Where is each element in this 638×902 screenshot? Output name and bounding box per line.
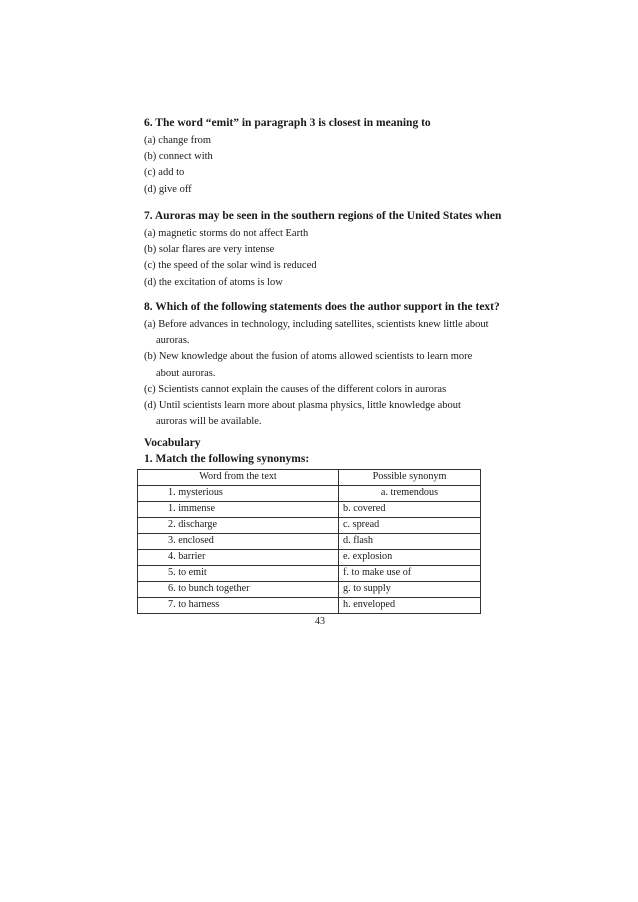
question-6-option-d: (d) give off (144, 183, 192, 195)
synonym-cell: f. to make use of (339, 566, 481, 582)
question-8-option-b (144, 349, 524, 381)
table-row (138, 502, 481, 518)
question-6-title: 6. The word “emit” in paragraph 3 is closest in meaning to (144, 117, 431, 129)
table-row (138, 566, 481, 582)
question-8-option-a-line1: (a) Before advances in technology, including satellites, scientists knew little about (144, 319, 489, 330)
word-cell: 6. to bunch together (138, 582, 339, 598)
word-cell: 1. immense (138, 502, 339, 518)
table-row (138, 518, 481, 534)
question-6-option-b: (b) connect with (144, 151, 213, 163)
question-8-title: 8. Which of the following statements does the author support in the text? (144, 301, 500, 313)
table-row (138, 582, 481, 598)
word-cell: 4. barrier (138, 550, 339, 566)
question-6-option-a: (a) change from (144, 135, 212, 146)
question-6 (144, 116, 524, 198)
synonym-cell: a. tremendous (339, 486, 481, 502)
synonym-cell: b. covered (339, 502, 481, 518)
question-7 (144, 209, 524, 291)
question-7-option-a: (a) magnetic storms do not affect Earth (144, 228, 309, 239)
question-8-option-a (144, 317, 524, 349)
question-8-option-c-line1: (c) Scientists cannot explain the causes of the different colors in auroras (144, 383, 447, 395)
column-header-word: Word from the text (138, 470, 339, 486)
question-8-option-d-line1: (d) Until scientists learn more about plasma physics, little knowledge about (144, 400, 461, 412)
question-7-option-c: (c) the speed of the solar wind is reduced (144, 260, 317, 272)
table-row (138, 534, 481, 550)
word-cell: 1. mysterious (138, 486, 339, 502)
word-cell: 3. enclosed (138, 534, 339, 550)
question-8-option-d-line2: auroras will be available. (156, 416, 262, 428)
synonym-cell: h. enveloped (339, 598, 481, 614)
vocabulary-heading: Vocabulary (144, 437, 201, 449)
column-header-synonym: Possible synonym (339, 470, 481, 486)
vocabulary-instruction: 1. Match the following synonyms: (144, 453, 310, 465)
question-8-option-c (144, 382, 524, 398)
question-7-title: 7. Auroras may be seen in the southern regions of the United States when (144, 210, 502, 222)
word-cell: 7. to harness (138, 598, 339, 614)
question-6-option-c: (c) add to (144, 167, 185, 179)
synonym-table (137, 469, 481, 614)
word-cell: 5. to emit (138, 566, 339, 582)
synonym-cell: g. to supply (339, 582, 481, 598)
synonym-cell: d. flash (339, 534, 481, 550)
page-number: 43 (315, 616, 325, 627)
question-8-option-b-line1: (b) New knowledge about the fusion of atoms allowed scientists to learn more (144, 351, 473, 363)
question-8-option-d (144, 398, 524, 430)
question-7-option-d: (d) the excitation of atoms is low (144, 276, 283, 288)
question-8 (144, 300, 524, 430)
table-header-row (138, 470, 481, 486)
question-8-option-a-line2: auroras. (156, 335, 190, 347)
synonym-cell: c. spread (339, 518, 481, 534)
question-8-option-b-line2: about auroras. (156, 367, 216, 379)
synonym-cell: e. explosion (339, 550, 481, 566)
word-cell: 2. discharge (138, 518, 339, 534)
table-row (138, 550, 481, 566)
table-row (138, 486, 481, 502)
table-row (138, 598, 481, 614)
question-7-option-b: (b) solar flares are very intense (144, 244, 275, 256)
